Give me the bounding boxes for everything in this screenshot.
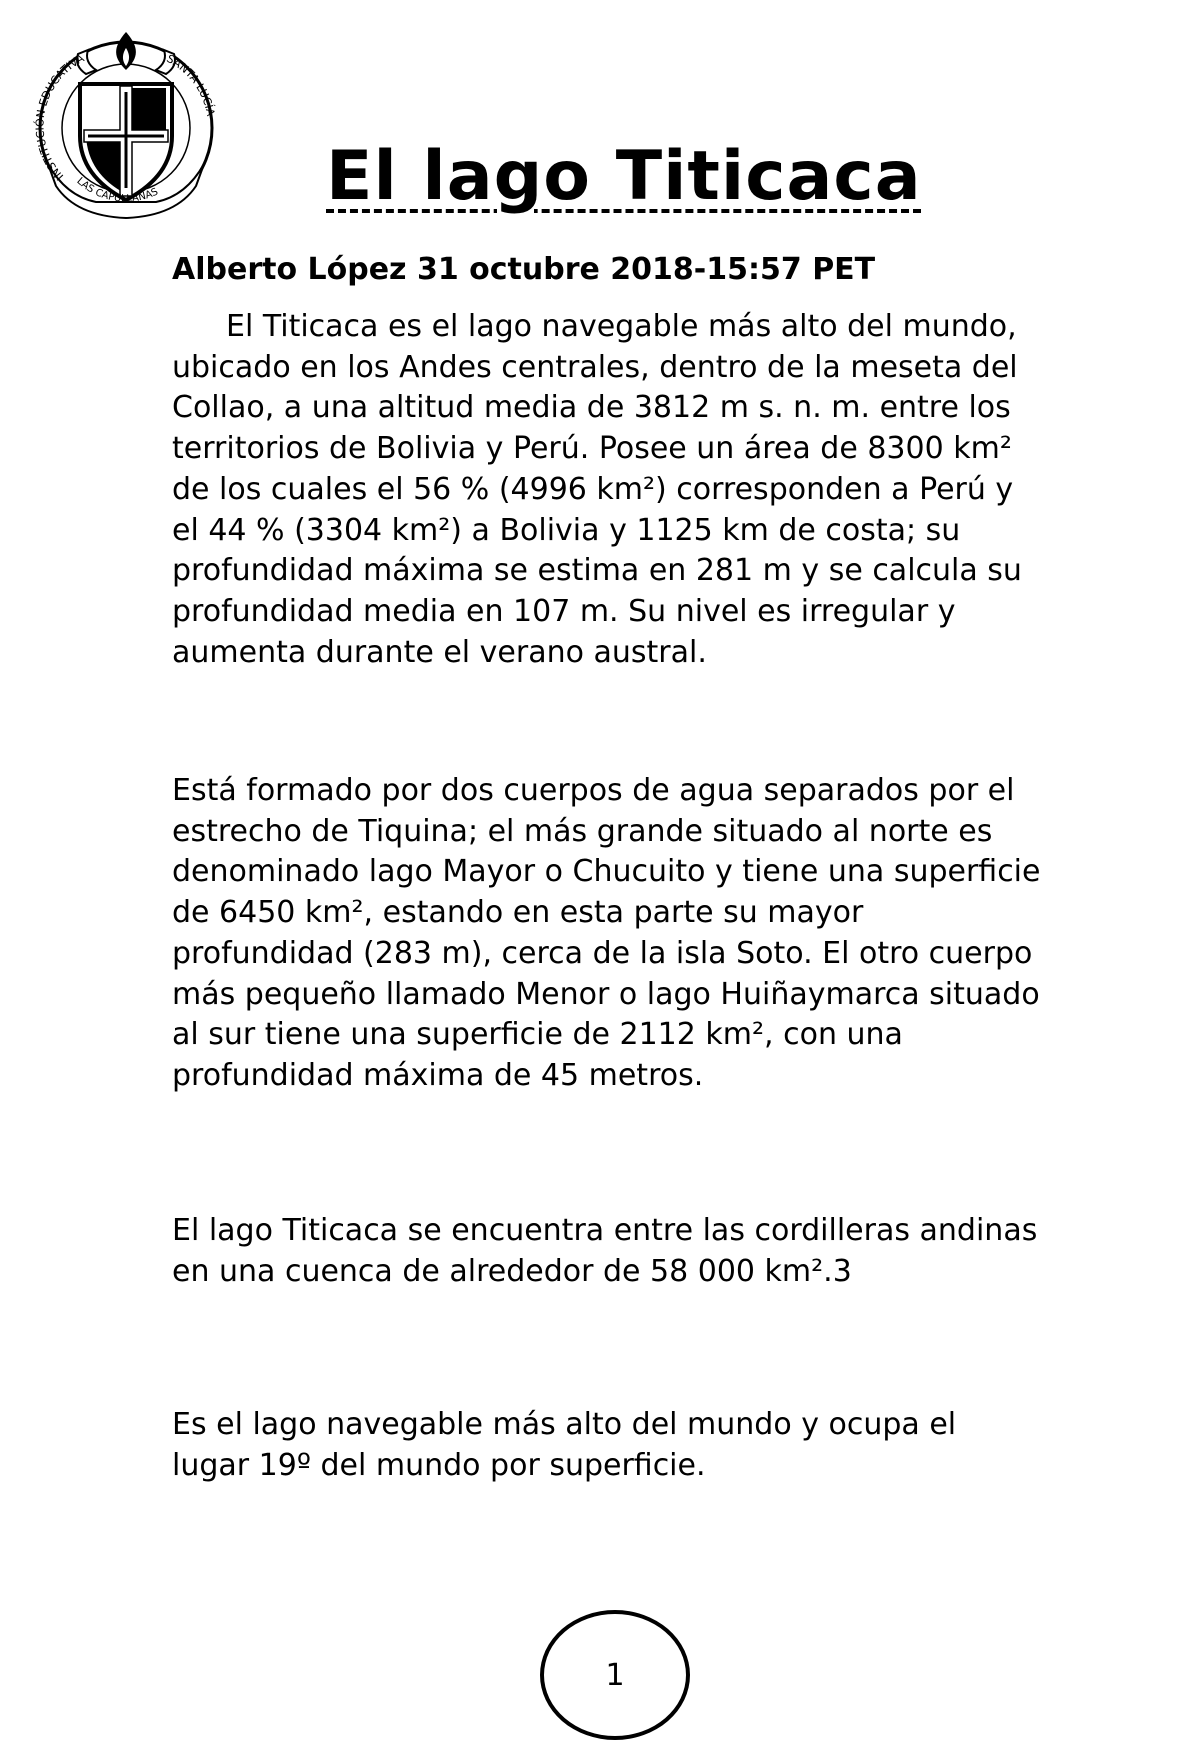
school-crest-icon <box>26 26 226 226</box>
paragraph-3: El lago Titicaca se encuentra entre las cordilleras andinas en una cuenca de alrededor de 58 000 km².3 <box>172 1213 1038 1289</box>
paragraph-1: El Titicaca es el lago navegable más alto del mundo, ubicado en los Andes centrales, dentro de la meseta del Collao, a una altitud media de 3812 m s. n. m. entre los territorios de Bolivia y Perú. Posee un área de 8300 km² de los cuales el 56 % (4996 km²) corresponden a Perú y el 44 % (3304 km²) a Bolivia y 1125 km de costa; su profundidad máxima se estima en 281 m y se calcula su profundidad media en 107 m. Su nivel es irregular y aumenta durante el verano austral. <box>172 309 1022 670</box>
page-number: 1 <box>605 1658 625 1693</box>
paragraph-2: Está formado por dos cuerpos de agua separados por el estrecho de Tiquina; el más grande situado al norte es denominado lago Mayor o Chucuito y tiene una superficie de 6450 km², estando en esta parte su mayor profundidad (283 m), cerca de la isla Soto. El otro cuerpo más pequeño llamado Menor o lago Huiñaymarca situado al sur tiene una superficie de 2112 km², con una profundidad máxima de 45 metros. <box>172 773 1041 1093</box>
paragraph-4: Es el lago navegable más alto del mundo y ocupa el lugar 19º del mundo por superficie. <box>172 1407 957 1483</box>
crest-text-right: SANTA LUCÍA <box>164 51 218 118</box>
page-number-badge <box>540 1610 690 1740</box>
author-byline: Alberto López 31 octubre 2018-15:57 PET <box>172 252 876 287</box>
page-title: El lago Titicaca <box>326 137 922 216</box>
crest-text-left: INSTITUCIÓN EDUCATIVA <box>33 51 87 183</box>
crest-text-bottom: LAS CAPULLANAS <box>74 175 160 205</box>
